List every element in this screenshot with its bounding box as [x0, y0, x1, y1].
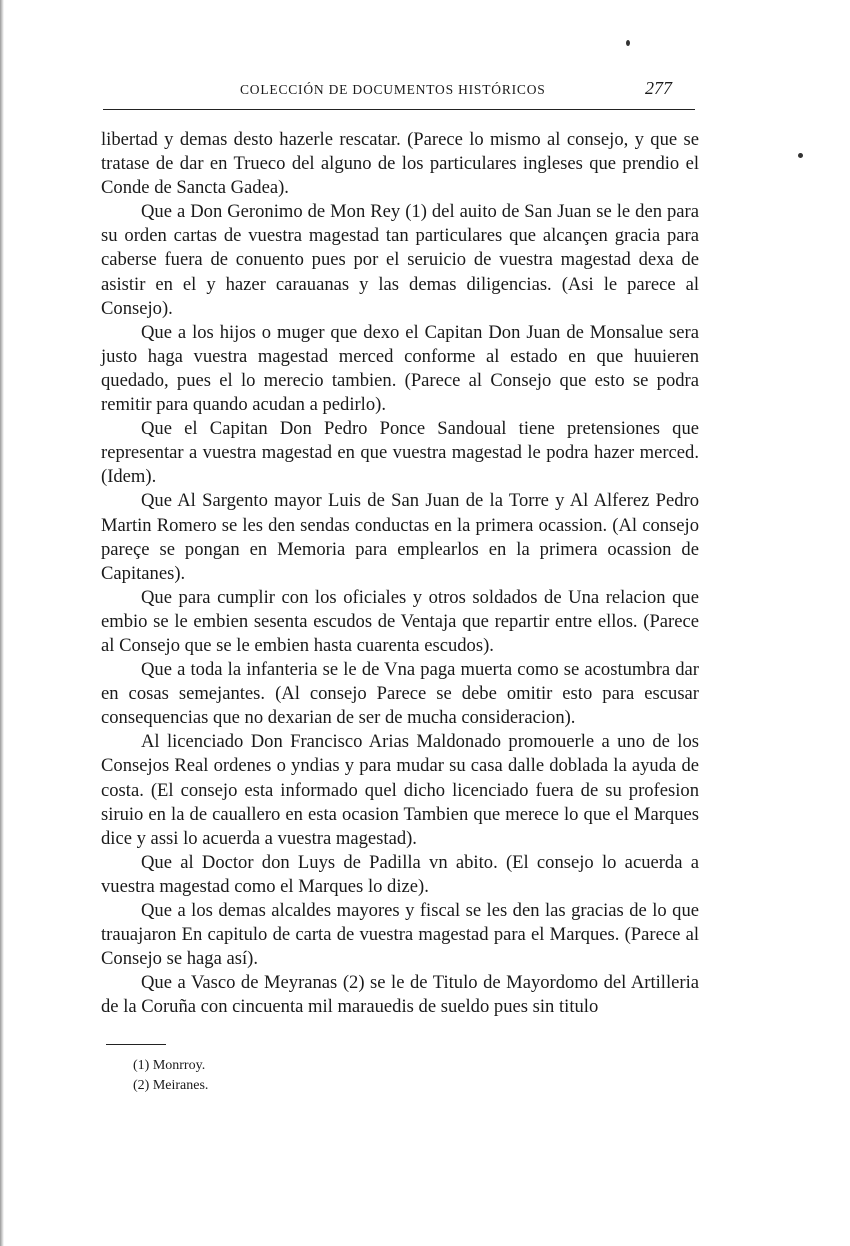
- footnote: (1) Monrroy.: [133, 1058, 206, 1073]
- paragraph: Que a los demas alcaldes mayores y fiscal se les den las gracias de lo que trauajaron En capitulo de carta de vuestra magestad para el Marques. (Parece al Consejo se haga así).: [101, 900, 699, 970]
- running-header: [100, 78, 700, 106]
- paragraph-continuation: libertad y demas desto hazerle rescatar. (Parece lo mismo al consejo, y que se tratase de dar en Trueco del alguno de los particulares ingleses que prendio el Conde de Sancta Gadea).: [101, 129, 699, 199]
- footnotes: [133, 1056, 208, 1096]
- print-speck: [798, 153, 803, 158]
- print-speck: [626, 40, 630, 46]
- paragraph: Que a toda la infanteria se le de Vna paga muerta como se acostumbra dar en cosas semejantes. (Al consejo Parece se debe omitir esto para escusar consequencias que no dexarian de ser de mucha consideracion).: [101, 659, 699, 729]
- page-binding-edge: [0, 0, 4, 1246]
- paragraph: Que el Capitan Don Pedro Ponce Sandoual tiene pretensiones que representar a vuestra magestad en que vuestra magestad le podra hazer merced. (Idem).: [101, 418, 699, 488]
- footnote-rule: [106, 1044, 166, 1045]
- paragraph: Al licenciado Don Francisco Arias Maldonado promouerle a uno de los Consejos Real ordenes o yndias y para mudar su casa dalle doblada la ayuda de costa. (El consejo esta informado quel dicho licenciado fuera de su profesion siruio en la de cauallero en esta ocasion Tambien que merece lo que el Marques dice y assi lo acuerda a vuestra magestad).: [101, 731, 699, 849]
- paragraph: Que para cumplir con los oficiales y otros soldados de Una relacion que embio se le embien sesenta escudos de Ventaja que repartir entre ellos. (Parece al Consejo que se le embien hasta cuarenta escudos).: [101, 586, 699, 656]
- paragraph: Que Al Sargento mayor Luis de San Juan de la Torre y Al Alferez Pedro Martin Romero se les den sendas conductas en la primera ocassion. (Al consejo pareçe se pongan en Memoria para emplearlos en la primera ocassion de Capitanes).: [101, 490, 699, 584]
- page-number: 277: [645, 78, 672, 98]
- paragraph: Que a Don Geronimo de Mon Rey (1) del auito de San Juan se le den para su orden cartas de vuestra magestad tan particulares que alcançen gracia para caberse fuera de conuento pues por el seruicio de vuestra magestad dexa de asistir en el y hazer carauanas y las demas diligencias. (Asi le parece al Consejo).: [101, 201, 699, 319]
- paragraph: Que al Doctor don Luys de Padilla vn abito. (El consejo lo acuerda a vuestra magestad como el Marques lo dize).: [101, 851, 699, 897]
- document-body: [101, 128, 699, 1019]
- header-title: COLECCIÓN DE DOCUMENTOS HISTÓRICOS: [240, 82, 546, 97]
- header-rule: [103, 109, 695, 110]
- paragraph: Que a los hijos o muger que dexo el Capitan Don Juan de Monsalue sera justo haga vuestra magestad merced conforme al estado en que huuieren quedado, pues el lo merecio tambien. (Parece al Consejo que esto se podra remitir para quando acudan a pedirlo).: [101, 321, 699, 416]
- footnote: (2) Meiranes.: [133, 1078, 209, 1093]
- paragraph: Que a Vasco de Meyranas (2) se le de Titulo de Mayordomo del Artilleria de la Coruña con cincuenta mil marauedis de sueldo pues sin titulo: [101, 972, 699, 1018]
